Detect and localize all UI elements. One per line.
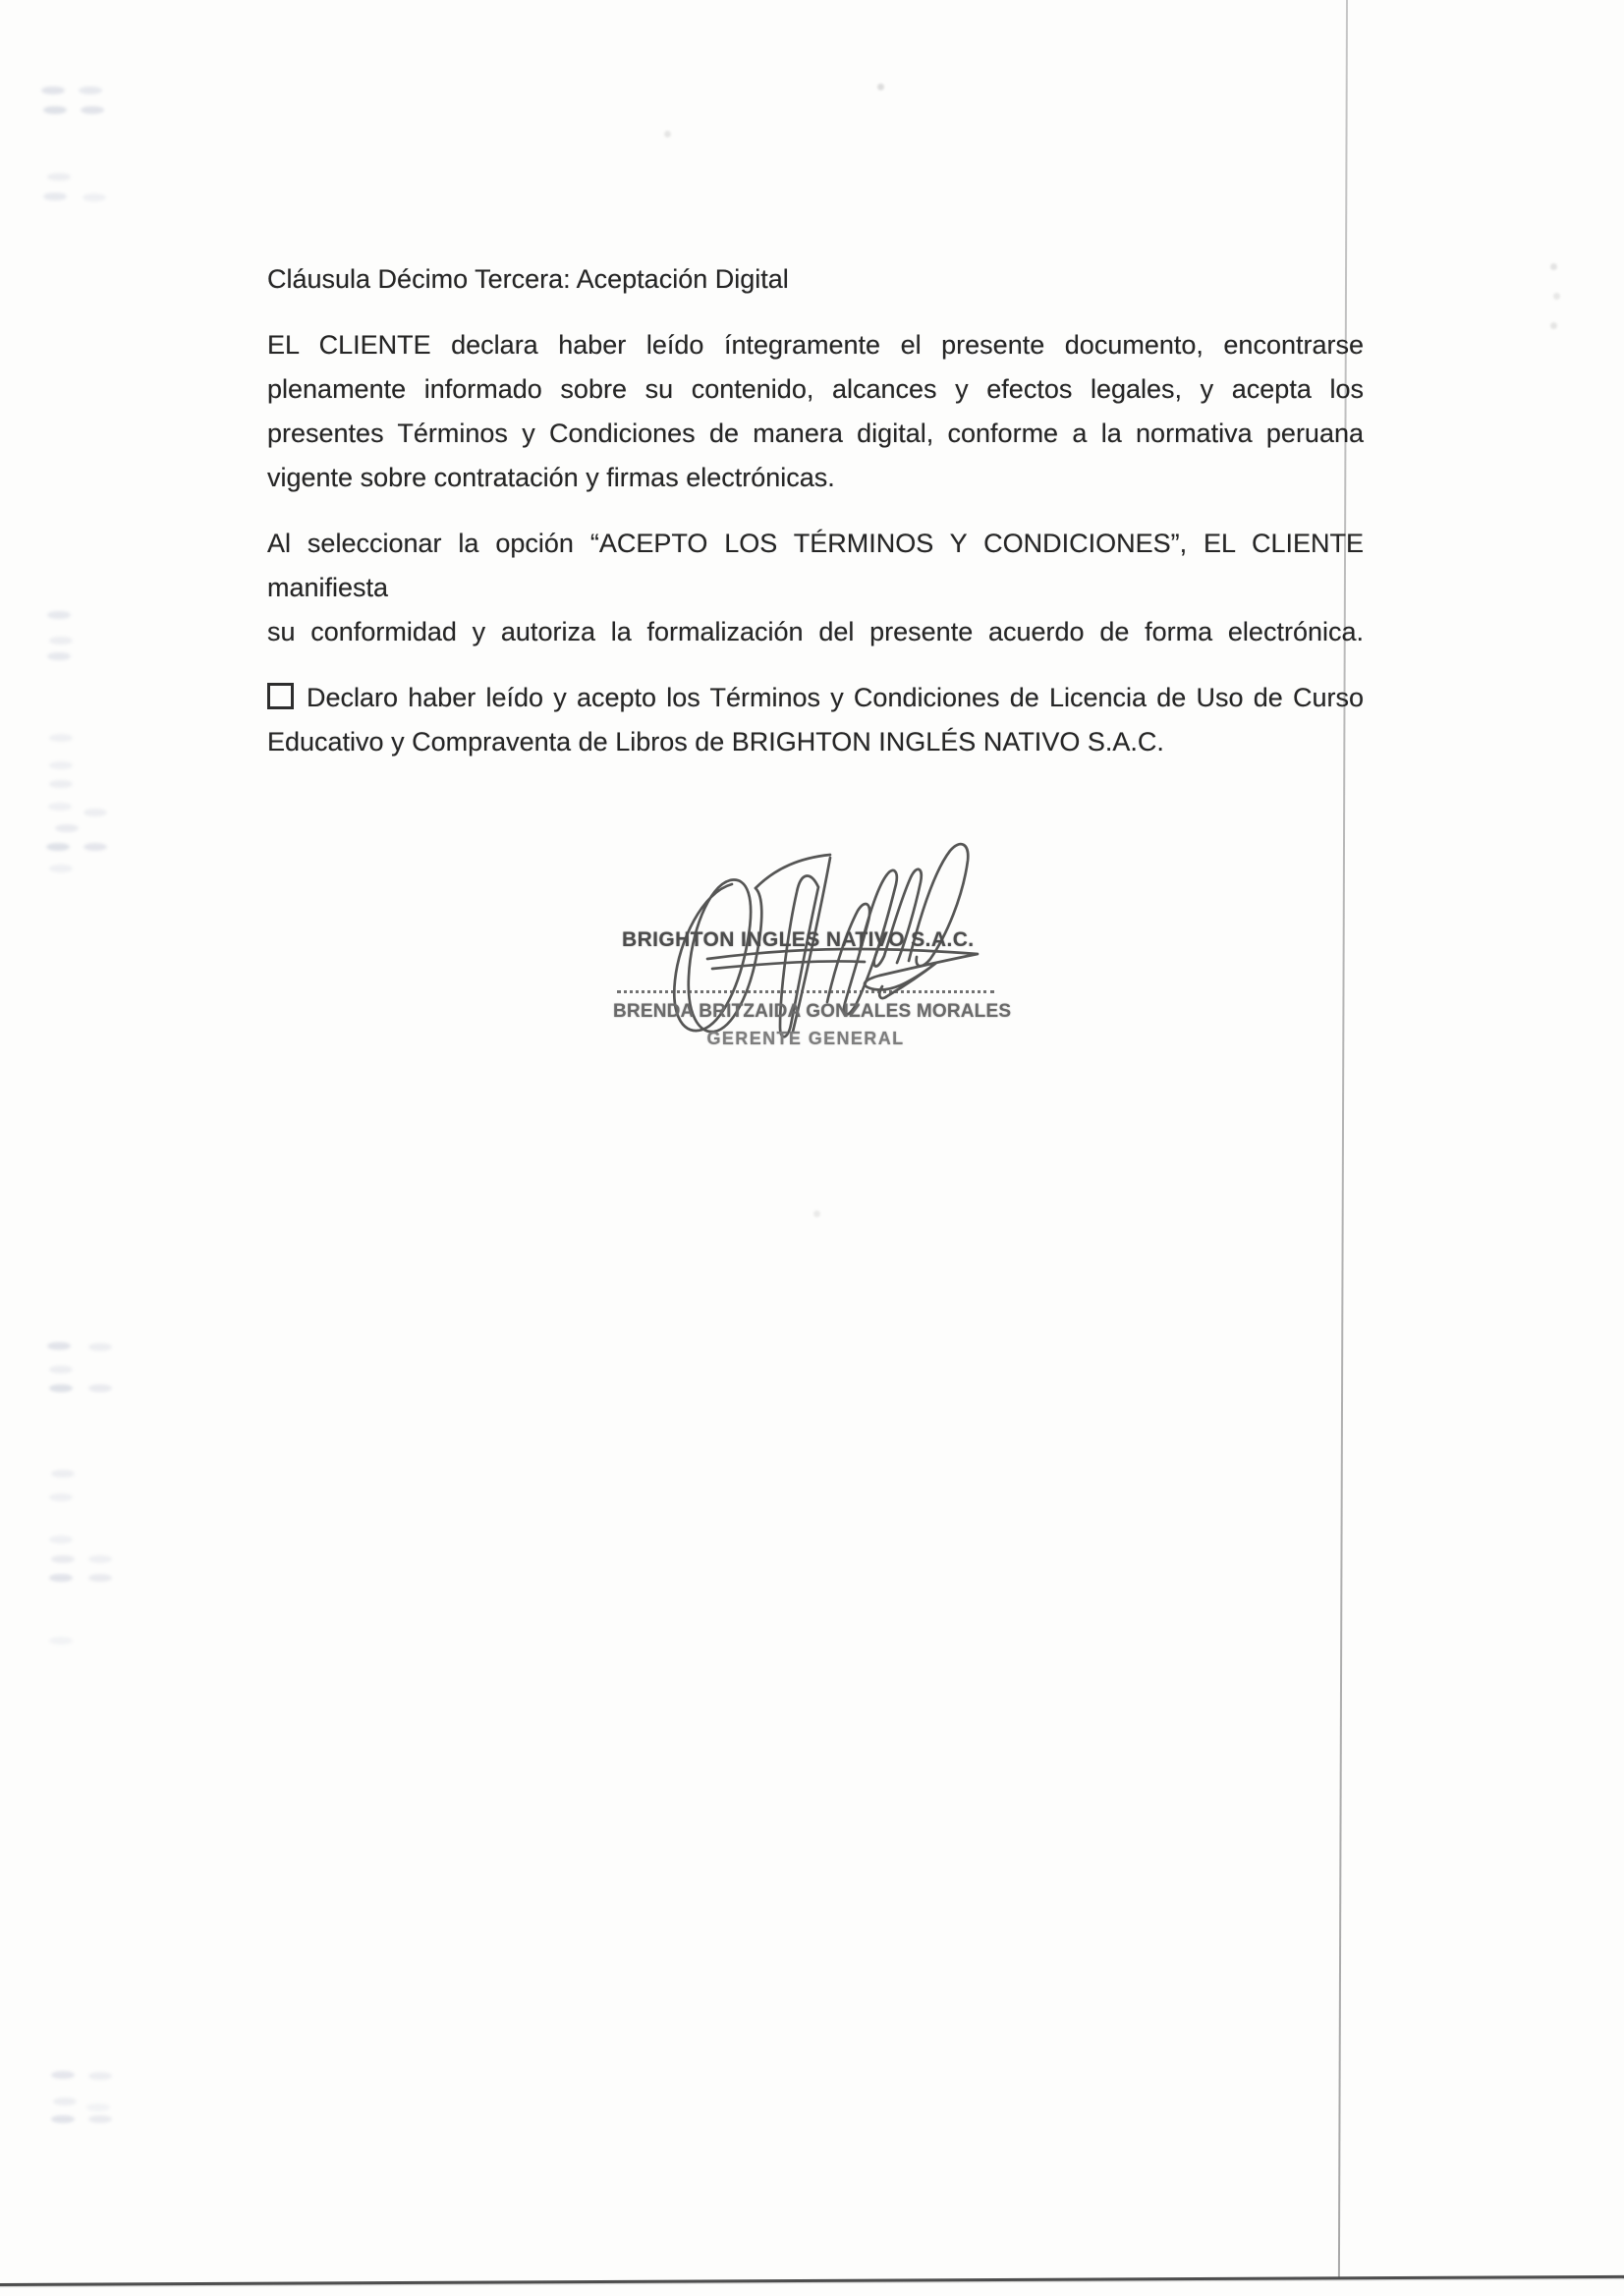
paragraph-line: EL CLIENTE declara haber leído íntegramente el presente documento, encontrarse: [267, 330, 1364, 360]
signer-title: GERENTE GENERAL: [706, 1029, 905, 1048]
acceptance-paragraph-1: [267, 323, 1364, 500]
paragraph-line: plenamente informado sobre su contenido, alcances y efectos legales, y acepta los: [267, 374, 1364, 404]
signature-stroke: [756, 855, 830, 888]
document-content: [267, 257, 1364, 786]
signer-name: BRENDA BRITZAIDA GONZALES MORALES: [613, 1001, 1012, 1022]
signature-company-name: BRIGHTON INGLES NATIVO S.A.C.: [622, 928, 975, 951]
checkbox-line-text: Declaro haber leído y acepto los Términos y Condiciones de Licencia de Uso de Curso: [307, 683, 1364, 712]
terms-acceptance-paragraph: [267, 676, 1364, 764]
clause-title: Cláusula Décimo Tercera: Aceptación Digital: [267, 264, 789, 294]
paragraph-line: presentes Términos y Condiciones de manera digital, conforme a la normativa peruana: [267, 419, 1364, 448]
checkbox-line: [267, 676, 1364, 720]
acceptance-paragraph-2: [267, 522, 1364, 654]
paragraph-line: Al seleccionar la opción “ACEPTO LOS TÉRMINOS Y CONDICIONES”, EL CLIENTE manifiesta: [267, 529, 1364, 602]
scan-bottom-edge: [0, 2275, 1624, 2286]
paragraph-line: su conformidad y autoriza la formalización del presente acuerdo de forma electrónica.: [267, 617, 1364, 646]
signature-dotted-line: [617, 990, 994, 993]
scan-dot-noise: [0, 0, 7, 7]
paragraph-line: vigente sobre contratación y firmas electrónicas.: [267, 463, 835, 492]
terms-checkbox[interactable]: [267, 683, 294, 709]
paragraph-line: Educativo y Compraventa de Libros de BRIGHTON INGLÉS NATIVO S.A.C.: [267, 727, 1164, 756]
